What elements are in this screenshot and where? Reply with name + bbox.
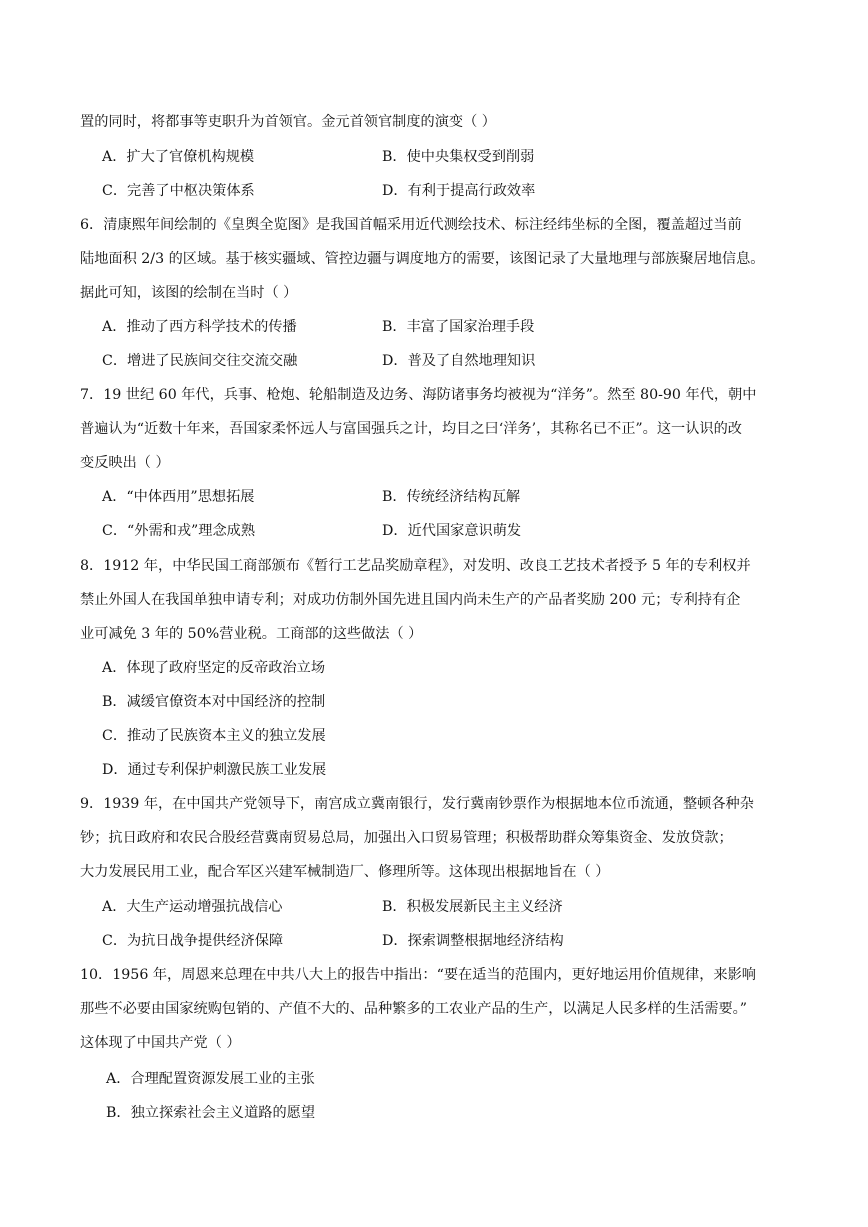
q9-option-c: C．为抗日战争提供经济保障 bbox=[102, 933, 284, 949]
q7-option-a: A．“中体西用”思想拓展 bbox=[102, 489, 255, 505]
q8-option-d: D．通过专利保护刺激民族工业发展 bbox=[102, 762, 327, 778]
q8-option-c: C．推动了民族资本主义的独立发展 bbox=[102, 728, 326, 744]
q6-stem-line-2: 陆地面积 2/3 的区域。基于核实疆域、管控边疆与调度地方的需要，该图记录了大量地理与部族聚居地信息。 bbox=[80, 251, 765, 267]
q7-stem-line-1: 7．19 世纪 60 年代，兵事、枪炮、轮船制造及边务、海防诸事务均被视为“洋务”。然至 80-90 年代，朝中 bbox=[80, 387, 757, 403]
q8-option-a: A．体现了政府坚定的反帝政治立场 bbox=[102, 660, 326, 676]
q8-stem-line-1: 8．1912 年，中华民国工商部颁布《暂行工艺品奖励章程》，对发明、改良工艺技术者授予 5 年的专利权并 bbox=[80, 558, 751, 574]
q6-stem-line-3: 据此可知，该图的绘制在当时（ ） bbox=[80, 285, 298, 301]
q7-option-d: D．近代国家意识萌发 bbox=[382, 523, 522, 539]
q5-option-a: A．扩大了官僚机构规模 bbox=[102, 149, 255, 165]
q7-stem-line-2: 普遍认为“近数十年来，吾国家柔怀远人与富国强兵之计，均目之曰‘洋务’，其称名已不正”。这一认识的改 bbox=[80, 421, 742, 437]
q6-stem-line-1: 6．清康熙年间绘制的《皇舆全览图》是我国首幅采用近代测绘技术、标注经纬坐标的全图，覆盖超过当前 bbox=[80, 217, 742, 233]
q6-option-b: B．丰富了国家治理手段 bbox=[382, 319, 535, 335]
q7-option-c: C．“外需和戎”理念成熟 bbox=[102, 523, 256, 539]
q8-stem-line-2: 禁止外国人在我国单独申请专利；对成功仿制外国先进且国内尚未生产的产品者奖励 200 元；专利持有企 bbox=[80, 592, 741, 608]
q8-option-b: B．减缓官僚资本对中国经济的控制 bbox=[102, 694, 326, 710]
q10-stem-line-3: 这体现了中国共产党（ ） bbox=[80, 1035, 241, 1051]
q5-option-b: B．使中央集权受到削弱 bbox=[382, 149, 535, 165]
q10-stem-line-2: 那些不必要由国家统购包销的、产值不大的、品种繁多的工农业产品的生产，以满足人民多样的生活需要。” bbox=[80, 1001, 747, 1017]
q9-stem-line-2: 钞；抗日政府和农民合股经营冀南贸易总局，加强出入口贸易管理；积极帮助群众筹集资金、发放贷款； bbox=[80, 830, 733, 846]
q5-option-c: C．完善了中枢决策体系 bbox=[102, 183, 255, 199]
q9-stem-line-1: 9．1939 年，在中国共产党领导下，南宫成立冀南银行，发行冀南钞票作为根据地本位币流通，整顿各种杂 bbox=[80, 796, 754, 812]
q9-stem-line-3: 大力发展民用工业，配合军区兴建军械制造厂、修理所等。这体现出根据地旨在（ ） bbox=[80, 864, 610, 880]
q7-option-b: B．传统经济结构瓦解 bbox=[382, 489, 521, 505]
q7-stem-line-3: 变反映出（ ） bbox=[80, 455, 170, 471]
q6-option-a: A．推动了西方科学技术的传播 bbox=[102, 319, 297, 335]
q9-option-b: B．积极发展新民主主义经济 bbox=[382, 899, 563, 915]
q6-option-d: D．普及了自然地理知识 bbox=[382, 353, 536, 369]
q9-option-a: A．大生产运动增强抗战信心 bbox=[102, 899, 283, 915]
q6-option-c: C．增进了民族间交往交流交融 bbox=[102, 353, 298, 369]
q8-stem-line-3: 业可减免 3 年的 50%营业税。工商部的这些做法（ ） bbox=[80, 626, 423, 642]
q10-stem-line-1: 10．1956 年，周恩来总理在中共八大上的报告中指出：“要在适当的范围内，更好地运用价值规律，来影响 bbox=[80, 967, 756, 983]
q10-option-a: A．合理配置资源发展工业的主张 bbox=[106, 1071, 315, 1087]
q5-stem-line: 置的同时，将都事等吏职升为首领官。金元首领官制度的演变（ ） bbox=[80, 114, 496, 130]
q5-option-d: D．有利于提高行政效率 bbox=[382, 183, 536, 199]
q9-option-d: D．探索调整根据地经济结构 bbox=[382, 933, 564, 949]
q10-option-b: B．独立探索社会主义道路的愿望 bbox=[106, 1105, 316, 1121]
